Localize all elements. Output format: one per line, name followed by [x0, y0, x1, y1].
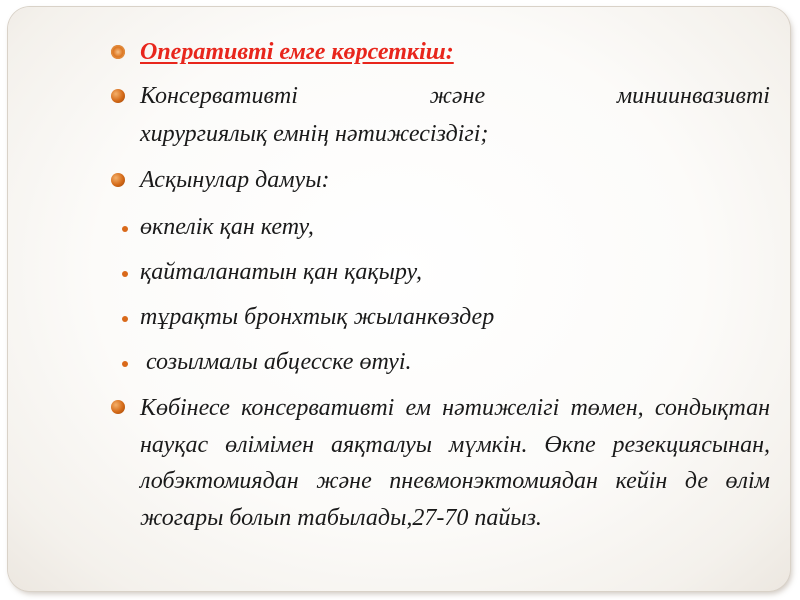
sub-bullet-icon: [122, 361, 128, 367]
sub-item: тұрақты бронхтық жыланкөздер: [140, 304, 495, 330]
sub-item: созылмалы абцесске өтуі.: [140, 349, 412, 375]
item1-word: және: [429, 83, 486, 109]
item3-text: Көбінесе консервативті ем нәтижелігі төмен, сондықтан науқас өлімімен аяқталуы мүмкін. Өкпе резекциясынан, лобэктомиядан және пневмонэктомиядан кейін де өлім жогары болып табылады,27-70 пайыз.: [140, 395, 770, 531]
slide: [8, 7, 790, 591]
item1-word: миниинвазивті: [616, 83, 770, 109]
item1-line2: хирургиялық емнің нәтижесіздігі;: [140, 121, 489, 147]
item1-line1: [140, 79, 770, 113]
bullet-icon: [111, 89, 125, 103]
slide-title: Оперативті емге көрсеткіш:: [140, 39, 454, 65]
sub-bullet-icon: [122, 271, 128, 277]
title-bullet-icon: [111, 45, 125, 59]
bullet-icon: [111, 400, 125, 414]
item1-word: Консервативті: [140, 83, 298, 109]
sub-item: өкпелік қан кету,: [140, 214, 314, 240]
sub-bullet-icon: [122, 226, 128, 232]
slide-content: [8, 7, 790, 591]
bullet-icon: [111, 173, 125, 187]
sub-bullet-icon: [122, 316, 128, 322]
item2-text: Асқынулар дамуы:: [140, 167, 330, 193]
sub-item: қайталанатын қан қақыру,: [140, 259, 422, 285]
